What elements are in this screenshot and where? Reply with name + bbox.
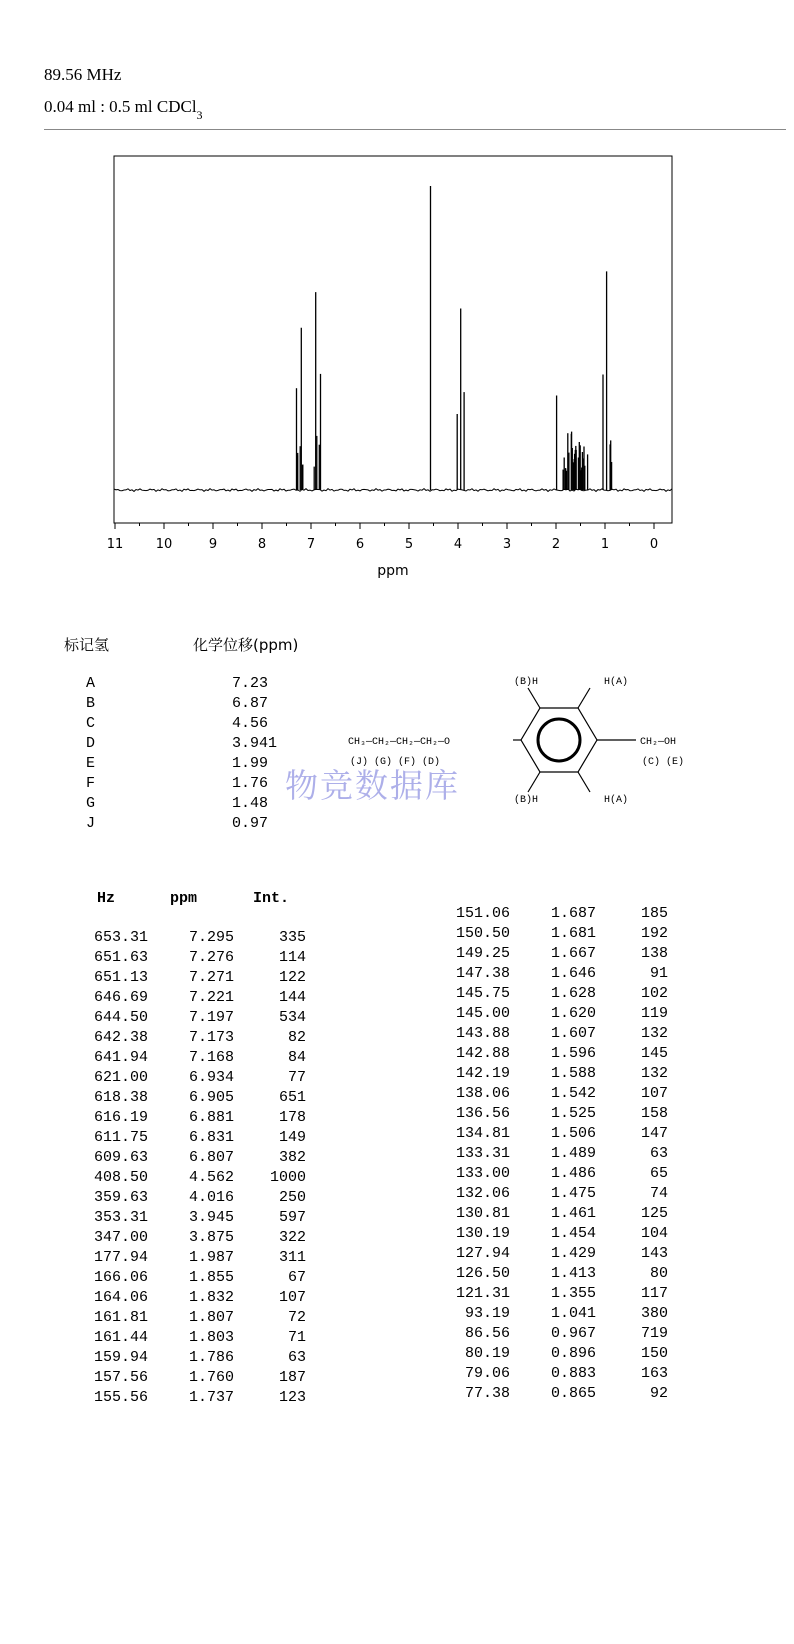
- ppm-cell: 1.596: [550, 1045, 596, 1062]
- hz-cell: 86.56: [464, 1325, 510, 1342]
- hz-cell: 651.13: [93, 969, 148, 986]
- table-row: [0, 984, 794, 1004]
- int-cell: 132: [640, 1025, 668, 1042]
- hz-cell: 77.38: [464, 1385, 510, 1402]
- aromatic-circle: [538, 719, 580, 761]
- assignment-row: [0, 774, 320, 794]
- hz-cell: 161.81: [93, 1309, 148, 1326]
- hz-cell: 145.75: [455, 985, 510, 1002]
- ppm-cell: 7.197: [188, 1009, 234, 1026]
- table-row: [0, 1064, 794, 1084]
- int-cell: 185: [640, 905, 668, 922]
- bond-top-right: [578, 688, 590, 708]
- hz-cell: 80.19: [464, 1345, 510, 1362]
- ppm-cell: 3.945: [188, 1209, 234, 1226]
- table-row: [0, 1144, 794, 1164]
- ppm-cell: 1.786: [188, 1349, 234, 1366]
- ppm-cell: 1.607: [550, 1025, 596, 1042]
- hz-cell: 145.00: [455, 1005, 510, 1022]
- assignment-row: [0, 754, 320, 774]
- int-cell: 107: [640, 1085, 668, 1102]
- hz-cell: 155.56: [93, 1389, 148, 1406]
- ppm-cell: 1.987: [188, 1249, 234, 1266]
- assignment-letter: C: [86, 715, 96, 732]
- x-tick-label-10: 10: [155, 537, 173, 552]
- table-row: [0, 1244, 794, 1264]
- ppm-cell: 1.506: [550, 1125, 596, 1142]
- nmr-spectrum-chart: [0, 140, 794, 590]
- ppm-cell: 4.562: [188, 1169, 234, 1186]
- table-row: [0, 904, 794, 924]
- int-cell: 102: [640, 985, 668, 1002]
- hz-cell: 618.38: [93, 1089, 148, 1106]
- int-cell: 72: [287, 1309, 306, 1326]
- assignment-shift: 3.941: [232, 735, 278, 752]
- peak-group: [297, 186, 612, 490]
- ppm-cell: 1.803: [188, 1329, 234, 1346]
- ppm-cell: 1.687: [550, 905, 596, 922]
- ppm-cell: 1.737: [188, 1389, 234, 1406]
- hz-cell: 653.31: [93, 929, 148, 946]
- assignment-shift: 1.48: [232, 795, 269, 812]
- table-row: [0, 1364, 794, 1384]
- assignment-row: [0, 814, 320, 834]
- int-cell: 125: [640, 1205, 668, 1222]
- int-cell: 150: [640, 1345, 668, 1362]
- int-cell: 77: [287, 1069, 306, 1086]
- int-cell: 1000: [269, 1169, 306, 1186]
- table-row: [0, 924, 794, 944]
- int-cell: 380: [640, 1305, 668, 1322]
- hz-cell: 359.63: [93, 1189, 148, 1206]
- hz-cell: 127.94: [455, 1245, 510, 1262]
- x-tick-label-9: 9: [208, 537, 218, 552]
- int-cell: 187: [278, 1369, 306, 1386]
- ppm-cell: 1.681: [550, 925, 596, 942]
- int-cell: 82: [287, 1029, 306, 1046]
- ppm-cell: 1.461: [550, 1205, 596, 1222]
- assignment-label-header: 标记氢: [64, 636, 110, 654]
- int-cell: 311: [278, 1249, 306, 1266]
- hz-cell: 644.50: [93, 1009, 148, 1026]
- alkyl-chain: CH₃—CH₂—CH₂—CH₂—O: [348, 737, 451, 748]
- hz-cell: 166.06: [93, 1269, 148, 1286]
- ppm-cell: 1.454: [550, 1225, 596, 1242]
- int-cell: 145: [640, 1045, 668, 1062]
- int-cell: 107: [278, 1289, 306, 1306]
- ppm-cell: 7.173: [188, 1029, 234, 1046]
- x-tick-label-1: 1: [600, 537, 610, 552]
- hz-cell: 151.06: [455, 905, 510, 922]
- hz-cell: 147.38: [455, 965, 510, 982]
- hz-cell: 142.88: [455, 1045, 510, 1062]
- int-cell: 250: [278, 1189, 306, 1206]
- int-cell: 84: [287, 1049, 306, 1066]
- table-row: [0, 1044, 794, 1064]
- hz-cell: 347.00: [93, 1229, 148, 1246]
- hz-cell: 177.94: [93, 1249, 148, 1266]
- table-row: [0, 944, 794, 964]
- table-row: [0, 1384, 794, 1404]
- x-tick-label-11: 11: [106, 537, 124, 552]
- x-tick-label-2: 2: [551, 537, 561, 552]
- assignment-shift: 4.56: [232, 715, 269, 732]
- int-cell: 322: [278, 1229, 306, 1246]
- int-cell: 382: [278, 1149, 306, 1166]
- label-bottom-left: (B)H: [514, 795, 539, 806]
- table-row: [0, 1204, 794, 1224]
- ppm-cell: 1.588: [550, 1065, 596, 1082]
- assignment-letter: A: [86, 675, 96, 692]
- ppm-cell: 1.525: [550, 1105, 596, 1122]
- hz-cell: 79.06: [464, 1365, 510, 1382]
- hz-cell: 157.56: [93, 1369, 148, 1386]
- label-bottom-right: H(A): [604, 795, 629, 806]
- hz-cell: 161.44: [93, 1329, 148, 1346]
- assignment-letter: D: [86, 735, 96, 752]
- hz-cell: 143.88: [455, 1025, 510, 1042]
- int-cell: 143: [640, 1245, 668, 1262]
- assignment-shift: 6.87: [232, 695, 269, 712]
- hz-cell: 611.75: [93, 1129, 148, 1146]
- int-cell: 104: [640, 1225, 668, 1242]
- int-cell: 651: [278, 1089, 306, 1106]
- int-cell: 114: [278, 949, 306, 966]
- assignment-row: [0, 674, 320, 694]
- ppm-cell: 1.475: [550, 1185, 596, 1202]
- int-cell: 67: [287, 1269, 306, 1286]
- assignment-row: [0, 714, 320, 734]
- hz-cell: 642.38: [93, 1029, 148, 1046]
- ppm-cell: 1.620: [550, 1005, 596, 1022]
- ppm-cell: 0.896: [550, 1345, 596, 1362]
- hz-cell: 133.31: [455, 1145, 510, 1162]
- hz-cell: 142.19: [455, 1065, 510, 1082]
- spectrometer-frequency: 89.56 MHz: [44, 65, 122, 84]
- spectrum-trace: [114, 489, 672, 492]
- watermark: 物竞数据库: [285, 766, 460, 805]
- int-cell: 122: [278, 969, 306, 986]
- hz-cell: 149.25: [455, 945, 510, 962]
- table-row: [0, 1004, 794, 1024]
- int-cell: 119: [640, 1005, 668, 1022]
- sample-main: 0.04 ml : 0.5 ml CDCl: [44, 97, 197, 116]
- assignment-shift: 7.23: [232, 675, 269, 692]
- assignment-shift-header: 化学位移(ppm): [193, 636, 299, 654]
- int-cell: 80: [649, 1265, 668, 1282]
- hydroxymethyl-group: CH₂—OH: [640, 737, 677, 748]
- assignment-letter: F: [86, 775, 96, 792]
- assignment-shift: 1.99: [232, 755, 269, 772]
- table-row: [0, 1104, 794, 1124]
- int-cell: 91: [649, 965, 668, 982]
- chain-labels: (J) (G) (F) (D): [350, 757, 441, 768]
- col-header-ppm: ppm: [170, 890, 198, 907]
- table-row: [0, 1164, 794, 1184]
- ppm-cell: 0.967: [550, 1325, 596, 1342]
- int-cell: 163: [640, 1365, 668, 1382]
- ppm-cell: 1.832: [188, 1289, 234, 1306]
- int-cell: 92: [649, 1385, 668, 1402]
- x-axis-ticks: [107, 523, 658, 552]
- ppm-cell: 6.881: [188, 1109, 234, 1126]
- assignment-shift: 1.76: [232, 775, 269, 792]
- int-cell: 138: [640, 945, 668, 962]
- assignment-shift: 0.97: [232, 815, 269, 832]
- ppm-cell: 1.355: [550, 1285, 596, 1302]
- ppm-cell: 6.831: [188, 1129, 234, 1146]
- int-cell: 144: [278, 989, 306, 1006]
- table-row: [0, 1344, 794, 1364]
- ppm-cell: 1.542: [550, 1085, 596, 1102]
- int-cell: 192: [640, 925, 668, 942]
- hz-cell: 641.94: [93, 1049, 148, 1066]
- hz-cell: 134.81: [455, 1125, 510, 1142]
- table-row: [0, 1084, 794, 1104]
- assignment-row: [0, 734, 320, 754]
- ppm-cell: 6.905: [188, 1089, 234, 1106]
- ppm-cell: 1.807: [188, 1309, 234, 1326]
- int-cell: 147: [640, 1125, 668, 1142]
- int-cell: 132: [640, 1065, 668, 1082]
- plot-frame: [114, 156, 672, 523]
- x-tick-label-8: 8: [257, 537, 267, 552]
- ppm-cell: 0.865: [550, 1385, 596, 1402]
- sample-description: [44, 97, 203, 122]
- table-row: [0, 1284, 794, 1304]
- int-cell: 63: [649, 1145, 668, 1162]
- int-cell: 178: [278, 1109, 306, 1126]
- label-top-right: H(A): [604, 677, 629, 688]
- sample-subscript: 3: [196, 108, 203, 122]
- int-cell: 71: [287, 1329, 306, 1346]
- int-cell: 149: [278, 1129, 306, 1146]
- bond-bottom-right: [578, 772, 590, 792]
- ppm-cell: 7.276: [188, 949, 234, 966]
- int-cell: 65: [649, 1165, 668, 1182]
- ppm-cell: 7.271: [188, 969, 234, 986]
- int-cell: 117: [640, 1285, 668, 1302]
- table-row: [0, 1304, 794, 1324]
- ppm-cell: 1.041: [550, 1305, 596, 1322]
- hz-cell: 159.94: [93, 1349, 148, 1366]
- table-row: [0, 1124, 794, 1144]
- ppm-cell: 7.295: [188, 929, 234, 946]
- hz-cell: 609.63: [93, 1149, 148, 1166]
- hz-cell: 353.31: [93, 1209, 148, 1226]
- assignment-row: [0, 694, 320, 714]
- int-cell: 335: [278, 929, 306, 946]
- x-tick-label-6: 6: [355, 537, 365, 552]
- x-tick-label-7: 7: [306, 537, 316, 552]
- hz-cell: 136.56: [455, 1105, 510, 1122]
- ppm-cell: 6.934: [188, 1069, 234, 1086]
- hz-cell: 621.00: [93, 1069, 148, 1086]
- group-labels: (C) (E): [642, 757, 685, 768]
- ppm-cell: 6.807: [188, 1149, 234, 1166]
- hz-cell: 138.06: [455, 1085, 510, 1102]
- table-row: [0, 964, 794, 984]
- ppm-cell: 0.883: [550, 1365, 596, 1382]
- ppm-cell: 1.855: [188, 1269, 234, 1286]
- int-cell: 597: [278, 1209, 306, 1226]
- bond-bottom-left: [528, 772, 540, 792]
- x-axis-label: ppm: [377, 563, 409, 579]
- col-header-hz: Hz: [97, 890, 116, 907]
- x-tick-label-5: 5: [404, 537, 414, 552]
- assignment-letter: B: [86, 695, 96, 712]
- hz-cell: 130.19: [455, 1225, 510, 1242]
- x-tick-label-3: 3: [502, 537, 512, 552]
- ppm-cell: 1.760: [188, 1369, 234, 1386]
- hz-cell: 133.00: [455, 1165, 510, 1182]
- int-cell: 123: [278, 1389, 306, 1406]
- hz-cell: 646.69: [93, 989, 148, 1006]
- table-row: [0, 1264, 794, 1284]
- label-top-left: (B)H: [514, 677, 539, 688]
- ppm-cell: 1.646: [550, 965, 596, 982]
- header-divider: [44, 129, 786, 130]
- x-tick-label-0: 0: [649, 537, 659, 552]
- table-row: [0, 1324, 794, 1344]
- int-cell: 74: [649, 1185, 668, 1202]
- table-row: [0, 1224, 794, 1244]
- assignment-letter: E: [86, 755, 96, 772]
- hz-cell: 93.19: [464, 1305, 510, 1322]
- assignment-letter: J: [86, 815, 96, 832]
- col-header-int: Int.: [253, 890, 290, 907]
- ppm-cell: 3.875: [188, 1229, 234, 1246]
- int-cell: 158: [640, 1105, 668, 1122]
- int-cell: 719: [640, 1325, 668, 1342]
- assignment-row: [0, 794, 320, 814]
- table-row: [0, 1184, 794, 1204]
- ppm-cell: 1.489: [550, 1145, 596, 1162]
- ppm-cell: 4.016: [188, 1189, 234, 1206]
- hz-cell: 126.50: [455, 1265, 510, 1282]
- hz-cell: 164.06: [93, 1289, 148, 1306]
- bond-top-left: [528, 688, 540, 708]
- hz-cell: 408.50: [93, 1169, 148, 1186]
- ppm-cell: 1.486: [550, 1165, 596, 1182]
- hz-cell: 132.06: [455, 1185, 510, 1202]
- assignment-letter: G: [86, 795, 96, 812]
- ppm-cell: 1.429: [550, 1245, 596, 1262]
- hz-cell: 121.31: [455, 1285, 510, 1302]
- hz-cell: 130.81: [455, 1205, 510, 1222]
- hz-cell: 651.63: [93, 949, 148, 966]
- ppm-cell: 1.628: [550, 985, 596, 1002]
- table-row: [0, 1024, 794, 1044]
- int-cell: 534: [278, 1009, 306, 1026]
- ppm-cell: 1.413: [550, 1265, 596, 1282]
- hz-cell: 150.50: [455, 925, 510, 942]
- ppm-cell: 1.667: [550, 945, 596, 962]
- hz-cell: 616.19: [93, 1109, 148, 1126]
- int-cell: 63: [287, 1349, 306, 1366]
- ppm-cell: 7.168: [188, 1049, 234, 1066]
- ppm-cell: 7.221: [188, 989, 234, 1006]
- x-tick-label-4: 4: [453, 537, 463, 552]
